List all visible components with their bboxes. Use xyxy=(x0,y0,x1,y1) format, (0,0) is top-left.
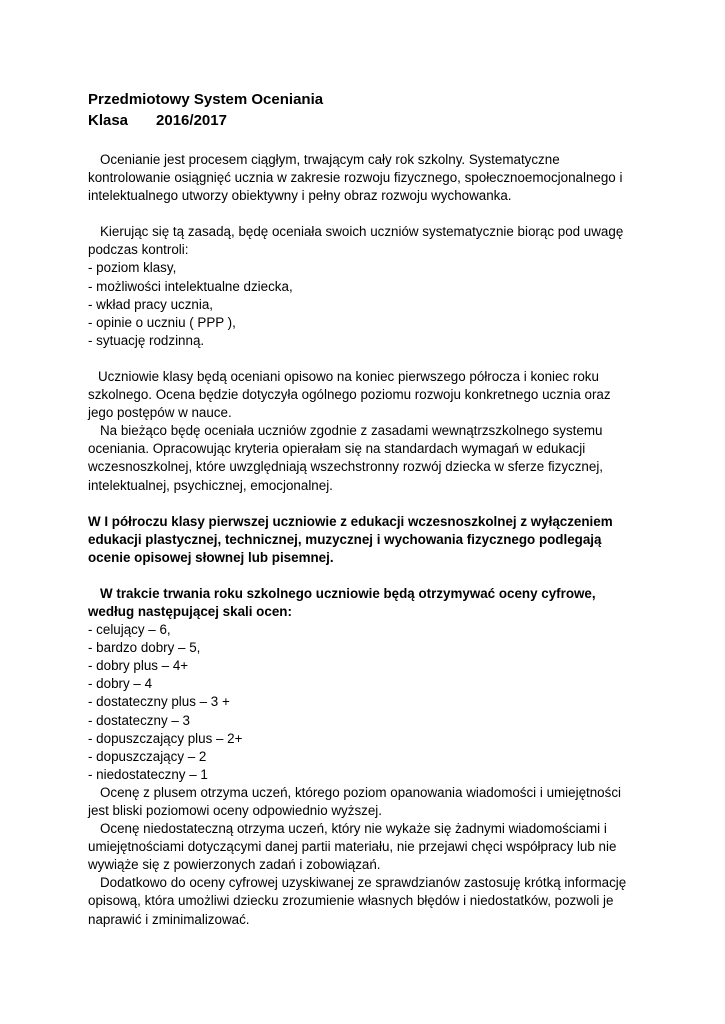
list-item: - dostateczny plus – 3 + xyxy=(88,694,230,710)
list-item: - dopuszczający – 2 xyxy=(88,748,207,764)
intro-paragraph: Ocenianie jest procesem ciągłym, trwającym cały rok szkolny. Systematyczne kontrolowanie osiągnięć ucznia w zakresie rozwoju fizycznego, społecznoemocjonalnego i intelektualnego utworzy obiektywny i pełny obraz rozwoju wychowanka. xyxy=(88,152,623,204)
list-item: - bardzo dobry – 5, xyxy=(88,640,201,656)
school-year: 2016/2017 xyxy=(156,112,227,129)
additional-info-paragraph: Dodatkowo do oceny cyfrowej uzyskiwanej ze sprawdzianów zastosuję krótką informację opisową, która umożliwi dziecku zrozumienie własnych błędów i niedostatków, pozwoli je naprawić i zminimalizować. xyxy=(88,875,627,927)
document-content xyxy=(88,89,633,929)
plus-grade-paragraph: Ocenę z plusem otrzyma uczeń, którego poziom opanowania wiadomości i umiejętności jest bliski poziomowi oceny odpowiednio wyższej. xyxy=(88,784,621,818)
list-item: - dobry – 4 xyxy=(88,676,153,692)
list-item: - dopuszczający plus – 2+ xyxy=(88,730,243,746)
document-class-year xyxy=(88,110,633,131)
criteria-intro: Kierując się tą zasadą, będę oceniała swoich uczniów systematycznie biorąc pod uwagę podczas kontroli: xyxy=(88,224,624,258)
grade-scale-list xyxy=(88,621,633,784)
descriptive-assessment-paragraph: Uczniowie klasy będą oceniani opisowo na koniec pierwszego półrocza i koniec roku szkolnego. Ocena będzie dotyczyła ogólnego poziomu rozwoju konkretnego ucznia oraz jego postępów w nauce. xyxy=(88,368,611,421)
class-label: Klasa xyxy=(88,112,129,129)
list-item: - wkład pracy ucznia, xyxy=(88,296,214,312)
list-item: - opinie o uczniu ( PPP ), xyxy=(88,314,236,330)
list-item: - niedostateczny – 1 xyxy=(88,766,208,782)
criteria-list xyxy=(88,259,633,349)
list-item: - celujący – 6, xyxy=(88,622,171,638)
ongoing-assessment-paragraph: Na bieżąco będę oceniała uczniów zgodnie z zasadami wewnątrzszkolnego systemu oceniania. Opracowując kryteria opierałam się na standardach wymagań w edukacji wczesnoszkolnej, które uwzględniają wszechstronny rozwój dziecka w sferze fizycznej, intelektualnej, psychicznej, emocjonalnej. xyxy=(88,423,604,493)
list-item: - poziom klasy, xyxy=(88,260,177,276)
first-semester-rule: W I półroczu klasy pierwszej uczniowie z edukacji wczesnoszkolnej z wyłączeniem edukacji plastycznej, technicznej, muzycznej i wychowania fizycznego podlegają ocenie opisowej słownej lub pisemnej. xyxy=(88,513,613,565)
list-item: - możliwości intelektualne dziecka, xyxy=(88,278,293,294)
list-item: - dobry plus – 4+ xyxy=(88,658,189,674)
failing-grade-paragraph: Ocenę niedostateczną otrzyma uczeń, który nie wykaże się żadnymi wiadomościami i umiejętnościami dotyczącymi danej partii materiału, nie przejawi chęci współpracy lub nie wywiąże się z powierzonych zadań i zobowiązań. xyxy=(88,821,617,873)
list-item: - sytuację rodzinną. xyxy=(88,332,205,348)
list-item: - dostateczny – 3 xyxy=(88,712,190,728)
document-title: Przedmiotowy System Oceniania xyxy=(88,91,324,108)
grade-scale-intro: W trakcie trwania roku szkolnego uczniowie będą otrzymywać oceny cyfrowe, według następującej skali ocen: xyxy=(88,585,596,619)
